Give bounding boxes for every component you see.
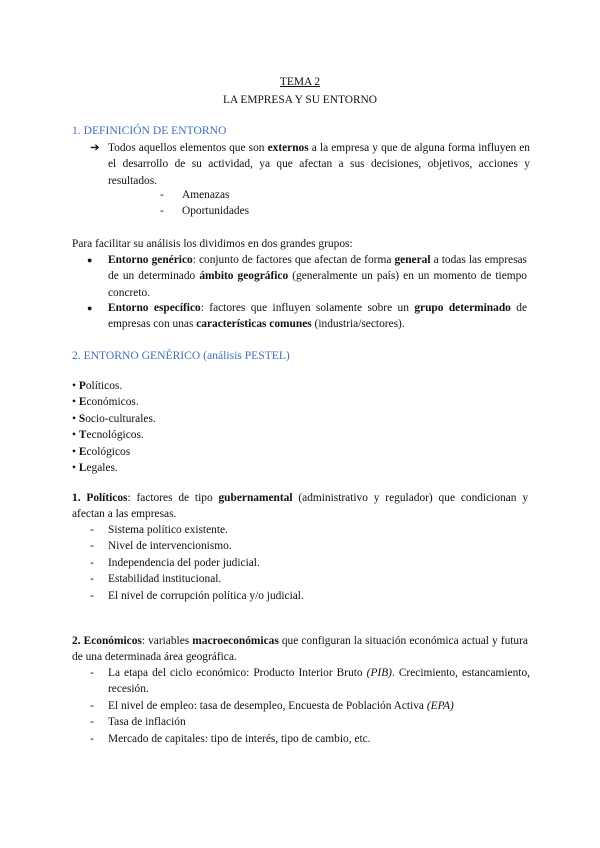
- economicos-paragraph: 2. Económicos: variables macroeconómicas que configuran la situación económica actual y futura de una determinada área geográfica.: [72, 635, 528, 664]
- list-item: - Mercado de capitales: tipo de interés, tipo de cambio, etc.: [90, 731, 530, 747]
- bullet-entorno-generico: [87, 252, 527, 301]
- list-item: - Estabilidad institucional.: [90, 573, 222, 586]
- bullet-text: Entorno específico: factores que influyen solamente sobre un grupo determinado de empresas con unas características comunes (industria/sectores).: [108, 302, 528, 331]
- bullet-text: Entorno genérico: conjunto de factores que afectan de forma general a todas las empresas de un determinado ámbito geográfico (generalmente un país) en un momento de tiempo concreto.: [108, 254, 528, 299]
- list-item: - La etapa del ciclo económico: Producto Interior Bruto (PIB). Crecimiento, estancamiento, recesión.: [90, 665, 530, 698]
- list-item: - Nivel de intervencionismo.: [90, 540, 232, 553]
- politicos-list: [90, 522, 530, 604]
- list-item-text: La etapa del ciclo económico: Producto Interior Bruto (PIB). Crecimiento, estancamiento, recesión.: [108, 667, 530, 696]
- page-title: [0, 74, 600, 90]
- list-item: • Políticos.: [72, 380, 123, 392]
- list-item: • Ecológicos: [72, 445, 131, 458]
- politicos-paragraph: 1. Políticos: factores de tipo gubernamental (administrativo y regulador) que condicionan y afectan a las empresas.: [72, 492, 529, 521]
- bullet-entorno-especifico: [87, 300, 527, 333]
- groups-intro: Para facilitar su análisis los dividimos en dos grandes grupos:: [72, 238, 353, 250]
- list-item: - Tasa de inflación: [90, 714, 530, 730]
- list-item: • Tecnológicos.: [72, 429, 144, 442]
- list-item-text: Tasa de inflación: [108, 716, 186, 729]
- list-item: - El nivel de corrupción política y/o judicial.: [90, 589, 304, 602]
- arrow-icon: ➔: [90, 142, 100, 154]
- page-subtitle: LA EMPRESA Y SU ENTORNO: [222, 94, 377, 106]
- bullet-icon: ●: [87, 255, 93, 265]
- economicos-list: [90, 665, 530, 747]
- list-item: • Económicos.: [72, 396, 139, 409]
- list-item-text: Mercado de capitales: tipo de interés, tipo de cambio, etc.: [108, 732, 371, 745]
- bullet-icon: ●: [87, 303, 93, 313]
- definition-text: Todos aquellos elementos que son externos a la empresa y que de alguna forma influyen en el desarrollo de su actividad, ya que afectan a sus decisiones, objetivos, acciones y resultados.: [108, 142, 530, 187]
- list-item: • Socio-culturales.: [72, 412, 156, 425]
- list-item-text: El nivel de empleo: tasa de desempleo, Encuesta de Población Activa (EPA): [108, 699, 454, 712]
- title-text: TEMA 2: [279, 76, 321, 88]
- list-item: - Oportunidades: [160, 205, 250, 217]
- list-item: - Sistema político existente.: [90, 524, 228, 536]
- pestel-list: [72, 378, 156, 476]
- definition-item: [90, 140, 530, 189]
- section-1-heading: 1. DEFINICIÓN DE ENTORNO: [72, 124, 227, 137]
- list-item: - El nivel de empleo: tasa de desempleo, Encuesta de Población Activa (EPA): [90, 698, 530, 714]
- list-item: • Legales.: [72, 462, 118, 475]
- section-2-heading: 2. ENTORNO GENÉRICO (análisis PESTEL): [72, 349, 290, 362]
- list-item: - Independencia del poder judicial.: [90, 556, 260, 569]
- list-item: - Amenazas: [160, 189, 230, 201]
